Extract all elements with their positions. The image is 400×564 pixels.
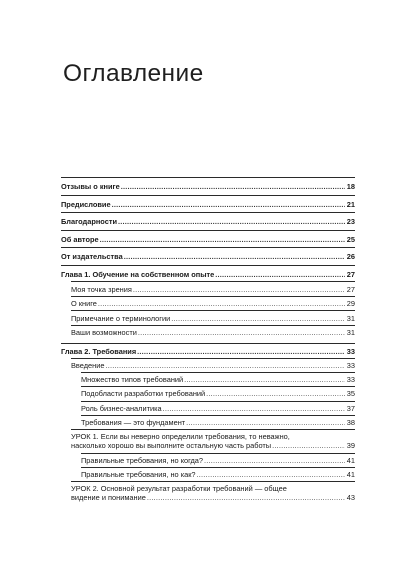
toc-entry-page: 37 — [346, 404, 355, 413]
toc-entry[interactable] — [81, 456, 355, 465]
toc-entry-page: 21 — [346, 200, 355, 209]
toc-entry[interactable] — [71, 285, 355, 294]
toc-entry-page: 29 — [346, 299, 355, 308]
toc-entry[interactable] — [71, 328, 355, 337]
toc-entry-page: 43 — [346, 493, 355, 502]
toc-entry[interactable] — [81, 418, 355, 427]
dot-leader — [133, 285, 345, 294]
toc-entry-page: 39 — [346, 441, 355, 450]
section-divider — [71, 296, 355, 297]
toc-entry-title-line2: насколько хорошо вы выполните остальную часть работы — [71, 441, 272, 450]
toc-entry[interactable] — [61, 270, 355, 279]
toc-entry-page: 25 — [346, 235, 355, 244]
toc-entry[interactable] — [81, 375, 355, 384]
toc-entry-title: О книге — [71, 299, 97, 308]
dot-leader — [121, 182, 345, 191]
section-divider — [61, 212, 355, 213]
toc-entry[interactable] — [81, 470, 355, 479]
toc-entry-title: Правильные требования, но как? — [81, 470, 196, 479]
toc-entry-title: Предисловие — [61, 200, 111, 209]
toc-entry[interactable] — [71, 299, 355, 308]
dot-leader — [197, 470, 345, 479]
dot-leader — [163, 404, 345, 413]
section-divider — [71, 325, 355, 326]
dot-leader — [100, 235, 345, 244]
toc-entry-title: Введение — [71, 361, 105, 370]
toc-entry[interactable] — [61, 252, 355, 261]
toc-entry[interactable] — [81, 389, 355, 398]
toc-entry-page: 35 — [346, 389, 355, 398]
toc-entry[interactable] — [71, 314, 355, 323]
toc-entry-page: 38 — [346, 418, 355, 427]
dot-leader — [206, 389, 345, 398]
toc-entry-page: 41 — [346, 470, 355, 479]
section-divider — [81, 453, 355, 454]
toc-entry[interactable] — [71, 432, 355, 450]
section-divider — [61, 177, 355, 178]
toc-entry[interactable] — [61, 235, 355, 244]
dot-leader — [112, 200, 345, 209]
toc-entry-page: 23 — [346, 217, 355, 226]
toc-entry-page: 27 — [346, 285, 355, 294]
dot-leader — [272, 441, 345, 450]
toc-entry[interactable] — [61, 200, 355, 209]
dot-leader — [137, 347, 345, 356]
toc-entry[interactable] — [81, 404, 355, 413]
section-divider — [71, 429, 355, 430]
toc-entry-title: Требования — это фундамент — [81, 418, 186, 427]
section-divider — [71, 481, 355, 482]
toc-entry-page: 18 — [346, 182, 355, 191]
toc-entry-title: Глава 2. Требования — [61, 347, 137, 356]
toc-entry-title-line1: УРОК 2. Основной результат разработки требований — общее — [71, 484, 287, 493]
dot-leader — [204, 456, 345, 465]
toc-entry[interactable] — [71, 361, 355, 370]
toc-entry-title: Правильные требования, но когда? — [81, 456, 204, 465]
dot-leader — [186, 418, 345, 427]
toc-entry-title: Ваши возможности — [71, 328, 137, 337]
toc-entry-page: 31 — [346, 314, 355, 323]
toc-entry-title: Подобласти разработки требований — [81, 389, 206, 398]
toc-entry-title: Роль бизнес-аналитика — [81, 404, 162, 413]
section-divider — [81, 386, 355, 387]
dot-leader — [98, 299, 345, 308]
toc-entry-page: 41 — [346, 456, 355, 465]
dot-leader — [215, 270, 345, 279]
dot-leader — [105, 361, 345, 370]
section-divider — [61, 195, 355, 196]
section-divider — [81, 467, 355, 468]
toc-entry[interactable] — [71, 484, 355, 502]
section-divider — [71, 310, 355, 311]
section-divider — [61, 265, 355, 266]
section-divider — [71, 281, 355, 282]
toc-entry-title: Моя точка зрения — [71, 285, 132, 294]
toc-entry-title: Примечание о терминологии — [71, 314, 171, 323]
dot-leader — [138, 328, 345, 337]
dot-leader — [147, 493, 345, 502]
toc-entry-title: От издательства — [61, 252, 123, 261]
toc-entry[interactable] — [61, 347, 355, 356]
toc-entry[interactable] — [61, 182, 355, 191]
toc-entry-page: 26 — [346, 252, 355, 261]
toc-entry-title: Об авторе — [61, 235, 99, 244]
page-title: Оглавление — [63, 60, 204, 87]
toc-entry-page: 31 — [346, 328, 355, 337]
dot-leader — [184, 375, 345, 384]
dot-leader — [124, 252, 345, 261]
toc-entry-page: 33 — [346, 347, 355, 356]
toc-entry-title: Благодарности — [61, 217, 117, 226]
section-divider — [61, 247, 355, 248]
dot-leader — [118, 217, 345, 226]
section-divider — [81, 401, 355, 402]
section-divider — [81, 372, 355, 373]
section-divider — [81, 415, 355, 416]
toc-entry-title-line2: видение и понимание — [71, 493, 146, 502]
toc-entry-title: Множество типов требований — [81, 375, 184, 384]
toc-entry-title: Отзывы о книге — [61, 182, 120, 191]
toc-entry-page: 33 — [346, 375, 355, 384]
toc-entry-page: 33 — [346, 361, 355, 370]
section-divider — [71, 358, 355, 359]
section-divider — [61, 230, 355, 231]
toc-entry-title-line1: УРОК 1. Если вы неверно определили требования, то неважно, — [71, 432, 290, 441]
toc-entry-title: Глава 1. Обучение на собственном опыте — [61, 270, 215, 279]
section-divider — [61, 343, 355, 344]
toc-entry[interactable] — [61, 217, 355, 226]
toc-entry-page: 27 — [346, 270, 355, 279]
dot-leader — [171, 314, 345, 323]
